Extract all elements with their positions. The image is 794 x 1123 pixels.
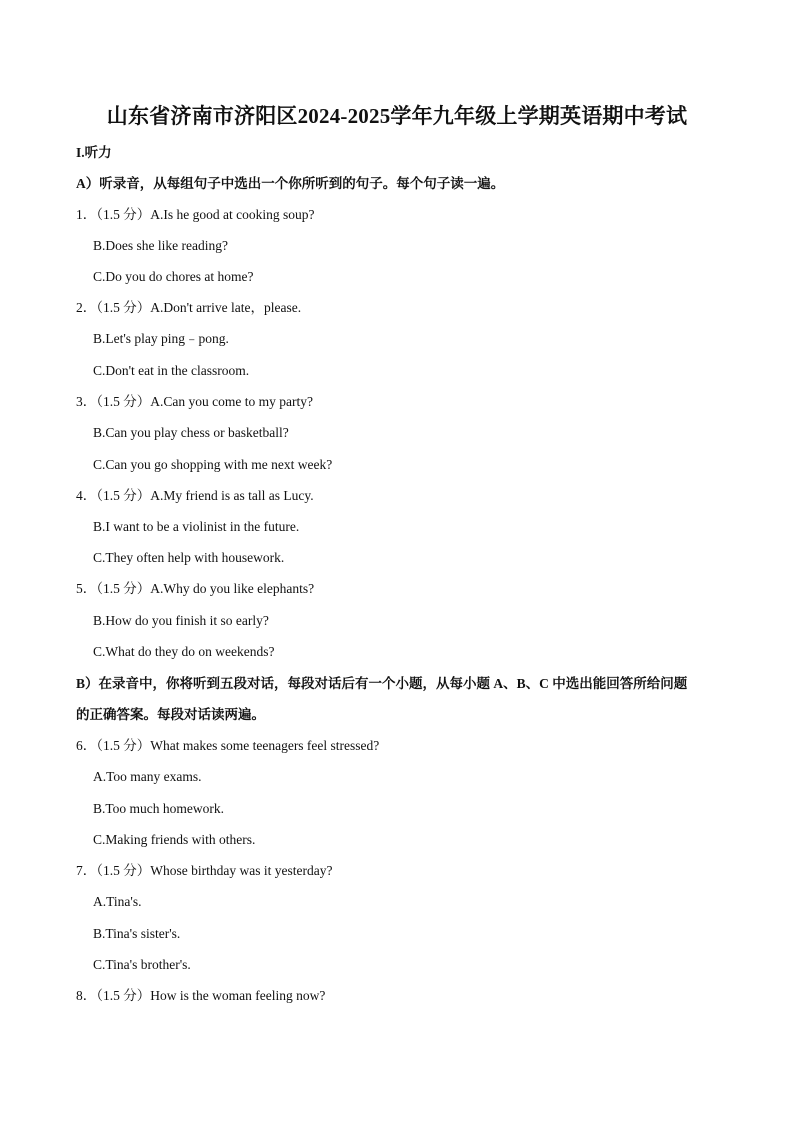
question-6-stem: 6．（1.5 分）What makes some teenagers feel stressed? <box>76 738 380 753</box>
question-6-option-c: C.Making friends with others. <box>93 832 256 847</box>
question-1-stem: 1．（1.5 分）A.Is he good at cooking soup? <box>76 207 315 222</box>
question-3-option-c: C.Can you go shopping with me next week? <box>93 457 333 472</box>
question-4-option-c: C.They often help with housework. <box>93 550 285 565</box>
question-6-option-b: B.Too much homework. <box>93 801 225 816</box>
question-5-option-c: C.What do they do on weekends? <box>93 644 275 659</box>
question-5-option-b: B.How do you finish it so early? <box>93 613 269 628</box>
question-6-option-a: A.Too many exams. <box>93 769 202 784</box>
question-7-option-b: B.Tina's sister's. <box>93 926 181 941</box>
question-8-stem: 8．（1.5 分）How is the woman feeling now? <box>76 988 326 1003</box>
question-7-stem: 7．（1.5 分）Whose birthday was it yesterday? <box>76 863 333 878</box>
part-b-instruction-line-2: 的正确答案。每段对话读两遍。 <box>76 707 265 722</box>
part-a-instruction: A）听录音，从每组句子中选出一个你所听到的句子。每个句子读一遍。 <box>76 176 505 191</box>
question-4-option-b: B.I want to be a violinist in the future. <box>93 519 300 534</box>
question-1-option-b: B.Does she like reading? <box>93 238 228 253</box>
question-4-stem: 4．（1.5 分）A.My friend is as tall as Lucy. <box>76 488 314 503</box>
question-5-stem: 5．（1.5 分）A.Why do you like elephants? <box>76 581 315 596</box>
question-3-option-b: B.Can you play chess or basketball? <box>93 425 289 440</box>
question-2-option-c: C.Don't eat in the classroom. <box>93 363 250 378</box>
question-2-stem: 2．（1.5 分）A.Don't arrive late，please. <box>76 300 302 315</box>
section-heading: I.听力 <box>76 145 112 160</box>
question-7-option-c: C.Tina's brother's. <box>93 957 191 972</box>
question-1-option-c: C.Do you do chores at home? <box>93 269 254 284</box>
question-3-stem: 3．（1.5 分）A.Can you come to my party? <box>76 394 313 409</box>
question-7-option-a: A.Tina's. <box>93 894 142 909</box>
question-2-option-b: B.Let's play ping﹣pong. <box>93 331 229 346</box>
part-b-instruction-line-1: B）在录音中，你将听到五段对话，每段对话后有一个小题，从每小题 A、B、C 中选出能回答所给问题 <box>76 676 688 691</box>
page-title: 山东省济南市济阳区2024-2025学年九年级上学期英语期中考试 <box>106 104 688 128</box>
